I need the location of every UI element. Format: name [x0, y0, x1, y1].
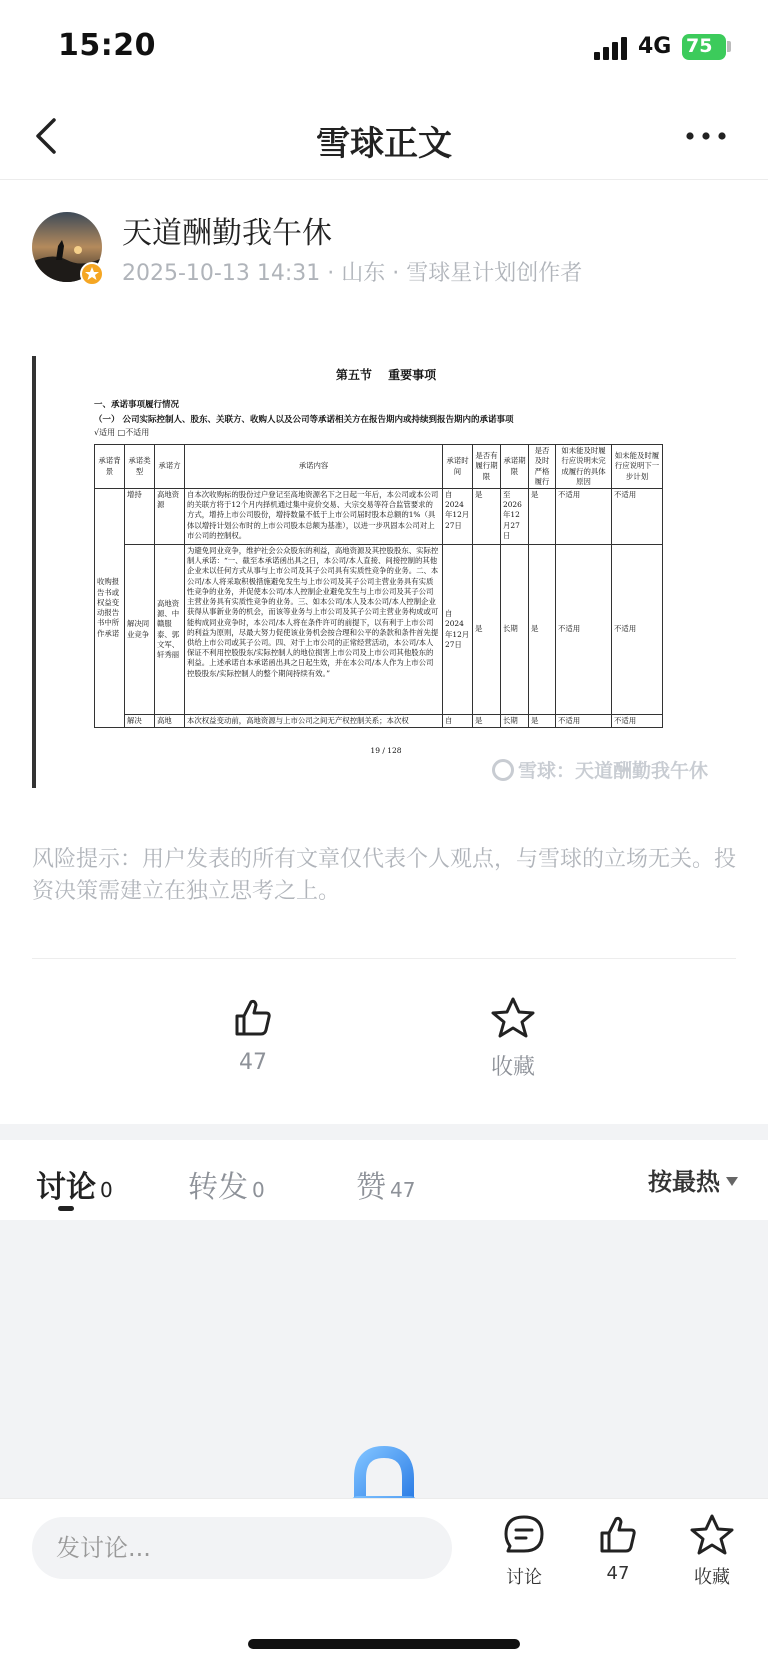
table-row [95, 545, 663, 715]
divider [32, 958, 736, 959]
table-cell: 不适用 [556, 545, 612, 715]
table-cell: 自2024年12月27日 [443, 545, 473, 715]
sort-label: 按最热 [648, 1168, 720, 1196]
discuss-button[interactable] [484, 1513, 564, 1589]
table-header-cell: 如未能及时履行应说明未完成履行的具体原因 [556, 445, 612, 489]
table-cell: 不适用 [556, 489, 612, 545]
bottom-like-count: 47 [606, 1563, 630, 1584]
tab-indicator [58, 1206, 74, 1211]
bottom-like-button[interactable] [578, 1513, 658, 1584]
doc-heading: 一、承诺事项履行情况 [94, 400, 180, 410]
table-cell: 解决 [125, 715, 155, 728]
lock-icon [346, 1444, 422, 1498]
tab-count: 0 [100, 1178, 113, 1202]
comments-area [0, 1220, 768, 1498]
table-cell: 为避免同业竞争，维护社会公众股东的利益，高地资源及其控股股东、实际控制人承诺：“一、截至本承诺函出具之日，本公司/本人直接、间接控制的其他企业未以任何方式从事与上市公司及其子公司具有实质性竞争的业务。二、本公司/本人将采取积极措施避免发生与上市公司及其子公司主营业务具有实质性竞争的业务，并促使本公司/本人控制企业避免发生与上市公司及其子公司主营业务具有实质性竞争的业务。三、如本公司/本人及本公司/本人控制企业获得从事新业务的机会，而该等业务与上市公司及其子公司主营业务构成或可能构成同业竞争时，本公司/本人将在条件许可的前提下，以有利于上市公司的利益为原则，尽最大努力促使该业务机会按合理和公平的条款和条件首先提供给上市公司或其子公司。四、对于上市公司的正常经营活动，本公司/本人保证不利用控股股东/实际控制人的地位损害上市公司及上市公司其他股东的利益。上述承诺自本承诺函出具之日起生效，并在本公司/本人作为上市公司控股股东/实际控制人的整个期间持续有效。” [185, 545, 443, 715]
tab-likes[interactable] [356, 1162, 415, 1206]
comment-tabs [0, 1140, 768, 1220]
like-button[interactable] [193, 996, 313, 1075]
comment-bubble-icon [502, 1513, 546, 1557]
table-cell: 增持 [125, 489, 155, 545]
table-header-cell: 承诺时间 [443, 445, 473, 489]
tab-count: 47 [390, 1178, 416, 1202]
doc-subheading: （一） 公司实际控制人、股东、关联方、收购人以及公司等承诺相关方在报告期内或持续到报告期内的承诺事项 [94, 415, 514, 425]
risk-notice: 风险提示：用户发表的所有文章仅代表个人观点，与雪球的立场无关。投资决策需建立在独立思考之上。 [32, 847, 737, 904]
star-icon [689, 1513, 735, 1557]
table-cell: 自 [443, 715, 473, 728]
report-screenshot-image[interactable] [32, 356, 736, 788]
table-cell: 不适用 [556, 715, 612, 728]
doc-page-number: 19 / 128 [370, 746, 402, 755]
table-header-cell: 承诺背景 [95, 445, 125, 489]
table-header-cell: 承诺期限 [501, 445, 529, 489]
table-cell: 不适用 [612, 489, 663, 545]
bottom-favorite-label: 收藏 [694, 1567, 730, 1588]
table-row [95, 715, 663, 728]
table-row [95, 489, 663, 545]
discuss-label: 讨论 [506, 1567, 542, 1588]
signal-icon [594, 36, 630, 60]
like-count: 47 [239, 1050, 267, 1075]
table-cell: 是 [473, 545, 501, 715]
tab-label: 转发 [188, 1170, 248, 1205]
more-dots-icon [684, 114, 728, 158]
watermark-text: 雪球：天道酬勤我午休 [518, 760, 709, 782]
comment-input[interactable]: 发讨论... [32, 1517, 452, 1579]
doc-section-title: 第五节 重要事项 [335, 368, 437, 382]
star-icon [490, 996, 536, 1040]
table-cell-background: 收购报告书或权益变动报告书中所作承诺 [95, 489, 125, 728]
table-cell: 高地资源 [155, 489, 185, 545]
table-cell: 是 [529, 715, 556, 728]
snowball-logo-icon [492, 759, 514, 781]
tab-discussion[interactable] [36, 1162, 113, 1206]
bottom-bar [0, 1498, 768, 1663]
author-name[interactable]: 天道酬勤我午休 [122, 216, 332, 251]
table-cell: 自2024年12月27日 [443, 489, 473, 545]
table-header-cell: 承诺方 [155, 445, 185, 489]
table-cell: 高地资源、中赣服泰、郭文军、轩秀丽 [155, 545, 185, 715]
favorite-label: 收藏 [490, 1055, 535, 1080]
tab-repost[interactable] [188, 1162, 265, 1206]
tab-count: 0 [252, 1178, 265, 1202]
battery-icon [682, 34, 726, 60]
table-header-cell: 是否及时严格履行 [529, 445, 556, 489]
table-header-cell: 承诺类型 [125, 445, 155, 489]
nav-bar [0, 96, 768, 180]
sort-dropdown[interactable] [648, 1162, 738, 1197]
thumbs-up-icon [231, 996, 275, 1040]
table-cell: 长期 [501, 715, 529, 728]
thumbs-up-icon [596, 1513, 640, 1557]
chevron-left-icon [28, 114, 72, 158]
table-cell: 至2026年12月27日 [501, 489, 529, 545]
doc-applicable: √适用 □不适用 [94, 428, 150, 437]
table-cell: 高地 [155, 715, 185, 728]
more-button[interactable] [684, 114, 728, 158]
battery-level: 75 [686, 35, 713, 57]
table-cell: 不适用 [612, 715, 663, 728]
table-cell: 不适用 [612, 545, 663, 715]
table-cell: 是 [529, 545, 556, 715]
table-cell: 是 [529, 489, 556, 545]
table-cell: 是 [473, 715, 501, 728]
section-gap [0, 1124, 768, 1140]
commitment-table [94, 444, 663, 728]
favorite-button[interactable] [453, 996, 573, 1081]
table-header-cell: 如未能及时履行应说明下一步计划 [612, 445, 663, 489]
table-cell: 自本次收购标的股份过户登记至高地资源名下之日起一年后，本公司或本公司的关联方将于12个月内择机通过集中竞价交易、大宗交易等符合监管要求的方式，增持上市公司股份，增持数量不低于上市公司届时股本总额的1%（具体以增持计划公布时的上市公司股本总额为基准），以进一步巩固本公司对上市公司的控制权。 [185, 489, 443, 545]
tab-label: 讨论 [36, 1170, 96, 1205]
table-cell: 解决同业竞争 [125, 545, 155, 715]
page-title: 雪球正文 [316, 124, 452, 164]
home-indicator [248, 1639, 520, 1649]
back-button[interactable] [28, 114, 72, 158]
post-meta: 2025-10-13 14:31 · 山东 · 雪球星计划创作者 [122, 261, 583, 286]
creator-badge-icon [80, 262, 104, 286]
tab-label: 赞 [356, 1170, 386, 1205]
network-type: 4G [638, 34, 672, 59]
table-header-cell: 承诺内容 [185, 445, 443, 489]
battery-cap [727, 41, 731, 52]
table-cell: 是 [473, 489, 501, 545]
table-header-cell: 是否有履行期限 [473, 445, 501, 489]
caret-down-icon [726, 1177, 738, 1186]
table-header-row [95, 445, 663, 489]
table-cell: 长期 [501, 545, 529, 715]
author-header [0, 206, 768, 316]
table-cell: 本次权益变动前，高地资源与上市公司之间无产权控制关系；本次权 [185, 715, 443, 728]
bottom-favorite-button[interactable] [672, 1513, 752, 1589]
status-time: 15:20 [58, 28, 156, 63]
watermark [492, 756, 708, 783]
status-bar [0, 0, 768, 96]
